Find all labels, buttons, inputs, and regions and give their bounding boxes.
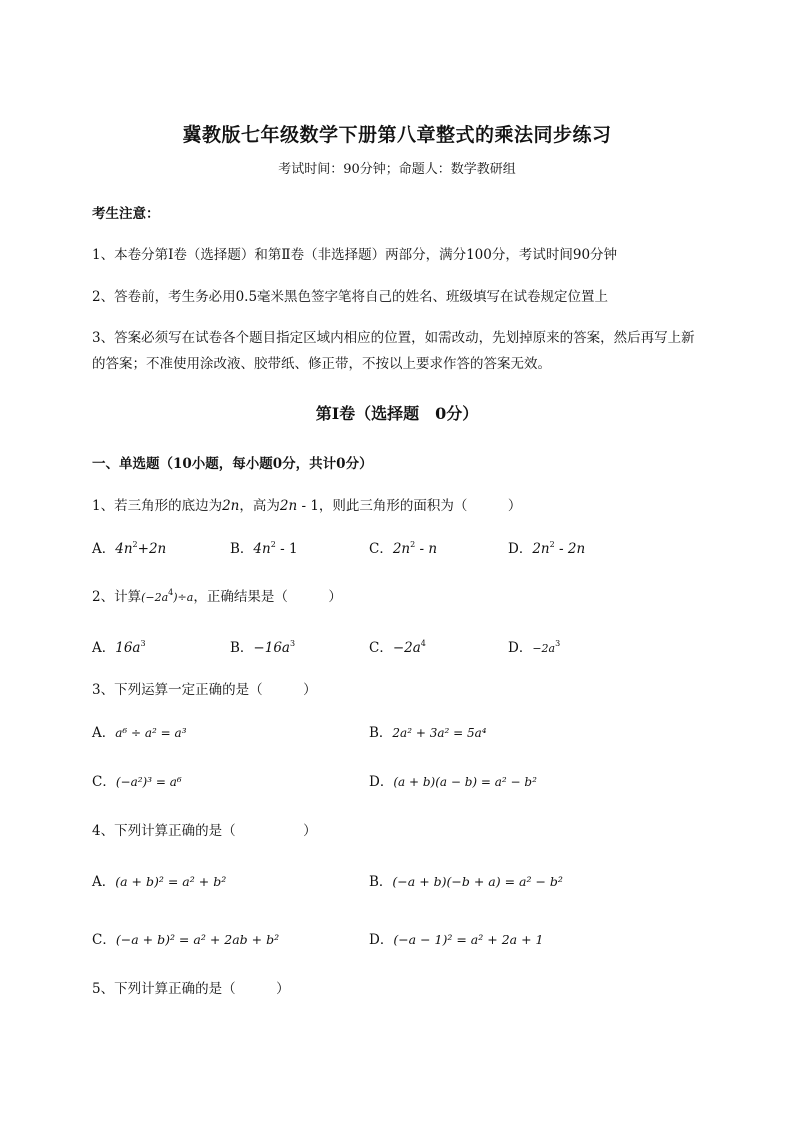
exam-info: 考试时间：90分钟；命题人：数学教研组 bbox=[278, 162, 516, 177]
option-expr: 16a bbox=[115, 640, 141, 656]
option-expr: - 2n bbox=[554, 541, 586, 557]
q2-stem-part: ，正确结果是（ ） bbox=[193, 589, 342, 605]
option-letter: D． bbox=[508, 640, 533, 656]
option-exponent: 4 bbox=[420, 639, 426, 648]
option-letter: D． bbox=[369, 774, 394, 790]
q4-option-d[interactable] bbox=[369, 928, 543, 948]
q1-option-b[interactable] bbox=[230, 537, 298, 557]
option-exponent: 2 bbox=[410, 540, 416, 549]
option-expr: - n bbox=[415, 541, 438, 557]
q1-stem-part: ，高为 bbox=[239, 498, 280, 514]
option-exponent: 3 bbox=[555, 639, 561, 648]
question-4-stem: 4、下列计算正确的是（ ） bbox=[92, 823, 317, 839]
option-letter: D． bbox=[508, 541, 533, 557]
q2-stem-math: (−2a bbox=[141, 591, 169, 604]
question-2-stem bbox=[92, 585, 342, 605]
q1-option-c[interactable] bbox=[369, 537, 437, 557]
q1-stem-part: 1、若三角形的底边为 bbox=[92, 498, 223, 514]
question-3-stem: 3、下列运算一定正确的是（ ） bbox=[92, 682, 317, 698]
notice-item-2: 2、答卷前，考生务必用0.5毫米黑色签字笔将自己的姓名、班级填写在试卷规定位置上 bbox=[92, 289, 609, 305]
q2-stem-part: 2、计算 bbox=[92, 589, 142, 605]
option-letter: D． bbox=[369, 932, 394, 948]
q1-stem-math: 2n bbox=[279, 498, 298, 514]
option-expr: (−a²)³ = a⁶ bbox=[115, 775, 182, 789]
option-letter: B． bbox=[230, 640, 254, 656]
option-letter: B． bbox=[369, 725, 393, 741]
q2-stem-exponent: 4 bbox=[168, 588, 174, 597]
option-expr: 2a² + 3a² = 5a⁴ bbox=[392, 726, 487, 740]
option-letter: C． bbox=[369, 541, 393, 557]
notice-item-3-cont: 的答案；不准使用涂改液、胶带纸、修正带，不按以上要求作答的答案无效。 bbox=[92, 356, 551, 372]
q1-stem-part: - 1，则此三角形的面积为（ ） bbox=[297, 498, 522, 514]
option-expr: −2a bbox=[392, 640, 421, 656]
option-letter: A． bbox=[92, 541, 116, 557]
section-title: 第I卷（选择题 0分） bbox=[315, 404, 479, 423]
q2-stem-math: )÷a bbox=[173, 591, 194, 604]
option-letter: A． bbox=[92, 725, 116, 741]
option-expr: a⁶ ÷ a² = a³ bbox=[115, 726, 187, 740]
option-expr: (a + b)(a − b) = a² − b² bbox=[393, 775, 537, 789]
q2-option-b[interactable] bbox=[230, 636, 295, 656]
group-heading: 一、单选题（10小题，每小题0分，共计0分） bbox=[92, 456, 373, 472]
option-exponent: 2 bbox=[132, 540, 138, 549]
option-expr: - 1 bbox=[275, 541, 298, 557]
q1-stem-math: 2n bbox=[222, 498, 240, 514]
option-exponent: 3 bbox=[140, 639, 146, 648]
q3-option-a[interactable] bbox=[92, 721, 187, 741]
option-expr: (a + b)² = a² + b² bbox=[115, 874, 227, 889]
option-expr: 4n bbox=[253, 541, 271, 557]
option-letter: A． bbox=[92, 874, 116, 890]
q3-option-b[interactable] bbox=[369, 721, 487, 741]
q4-option-c[interactable] bbox=[92, 928, 279, 948]
option-expr: (−a + b)² = a² + 2ab + b² bbox=[115, 932, 280, 947]
option-expr: +2n bbox=[137, 541, 167, 557]
q2-option-d[interactable] bbox=[508, 636, 560, 656]
question-1-stem bbox=[92, 494, 521, 514]
notice-heading: 考生注意： bbox=[92, 206, 160, 222]
q2-option-c[interactable] bbox=[369, 636, 426, 656]
option-exponent: 2 bbox=[549, 540, 555, 549]
q4-option-b[interactable] bbox=[369, 870, 563, 890]
option-expr: 4n bbox=[115, 541, 133, 557]
option-expr: (−a − 1)² = a² + 2a + 1 bbox=[393, 932, 544, 947]
option-expr: 2n bbox=[532, 541, 550, 557]
option-letter: C． bbox=[92, 932, 116, 948]
q3-option-c[interactable] bbox=[92, 770, 182, 790]
q4-option-a[interactable] bbox=[92, 870, 226, 890]
q3-option-d[interactable] bbox=[369, 770, 537, 790]
notice-item-3: 3、答案必须写在试卷各个题目指定区域内相应的位置，如需改动，先划掉原来的答案，然后再写上新 bbox=[92, 330, 695, 346]
option-exponent: 2 bbox=[270, 540, 276, 549]
notice-item-1: 1、本卷分第I卷（选择题）和第Ⅱ卷（非选择题）两部分，满分100分，考试时间90分钟 bbox=[92, 247, 618, 263]
document-title: 冀教版七年级数学下册第八章整式的乘法同步练习 bbox=[182, 124, 612, 146]
option-expr: −16a bbox=[253, 640, 290, 656]
option-expr: 2n bbox=[392, 541, 411, 557]
option-letter: C． bbox=[369, 640, 393, 656]
option-letter: A． bbox=[92, 640, 116, 656]
q1-option-a[interactable] bbox=[92, 537, 166, 557]
option-expr: −2a bbox=[532, 642, 556, 655]
q2-option-a[interactable] bbox=[92, 636, 146, 656]
option-letter: C． bbox=[92, 774, 116, 790]
option-letter: B． bbox=[369, 874, 393, 890]
q1-option-d[interactable] bbox=[508, 537, 585, 557]
option-letter: B． bbox=[230, 541, 254, 557]
option-expr: (−a + b)(−b + a) = a² − b² bbox=[392, 874, 563, 889]
question-5-stem: 5、下列计算正确的是（ ） bbox=[92, 981, 290, 997]
option-exponent: 3 bbox=[289, 639, 296, 648]
